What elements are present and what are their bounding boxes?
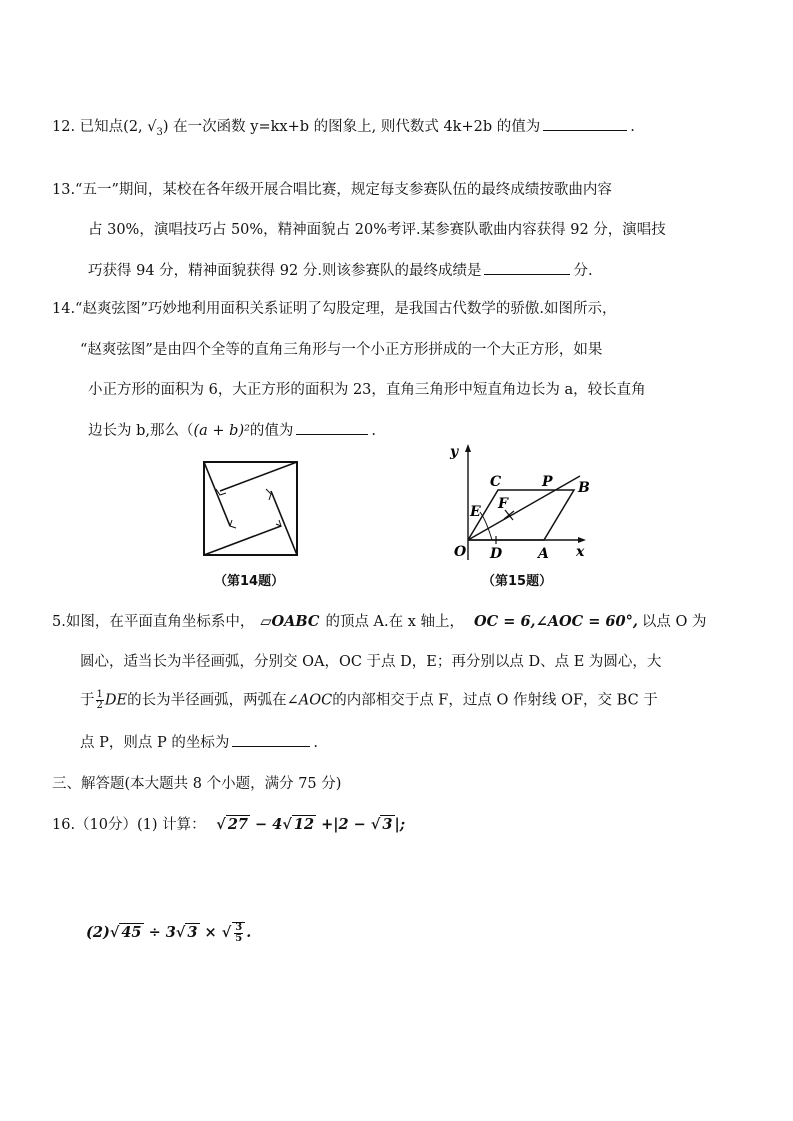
figure-15-caption: （第15题） xyxy=(482,574,553,589)
q15-line3-b: 的长为半径画弧，两弧在 xyxy=(127,692,287,709)
q15-parallelogram: ▱OABC xyxy=(260,613,320,630)
q15-line3-a: 于 xyxy=(80,692,95,709)
q13-line3-a: 巧获得 94 分，精神面貌获得 92 分.则该参赛队的最终成绩是 xyxy=(88,263,482,279)
fraction-one-half: $\frac{1}{2}$ xyxy=(96,689,103,711)
label-x-axis: x xyxy=(576,544,585,560)
q15-line4-b: . xyxy=(313,735,318,751)
q16-expression-2: (2)√ 45 ÷ 3√ 3 × √ $\frac{3}{5}$ . xyxy=(86,922,252,944)
q16-part1 xyxy=(52,815,405,835)
q15-line3-c: 的内部相交于点 F，过点 O 作射线 OF，交 BC 于 xyxy=(332,692,658,709)
q15-angle: ∠AOC xyxy=(286,692,333,709)
q15-condition: OC = 6,∠AOC = 60°, xyxy=(474,613,638,630)
figure-14-caption: （第14题） xyxy=(214,574,285,589)
q13-line2: 占 30%，演唱技巧占 50%，精神面貌占 20%考评.某参赛队歌曲内容获得 92 分，演唱技 xyxy=(88,222,666,238)
q15-DE: DE xyxy=(104,692,128,709)
q15-answer-blank[interactable] xyxy=(232,732,310,747)
q15-line1-c: 以点 O 为 xyxy=(641,614,707,630)
label-P: P xyxy=(542,474,553,490)
q12-root: √ xyxy=(147,119,157,135)
q15-line3 xyxy=(80,690,658,711)
q14-answer-blank[interactable] xyxy=(296,420,368,435)
q16-part2 xyxy=(86,922,251,944)
label-C: C xyxy=(490,474,502,490)
q15-line2: 圆心，适当长为半径画弧，分别交 OA，OC 于点 D，E；再分别以点 D、点 E 为圆心，大 xyxy=(80,654,662,670)
q13-line3 xyxy=(88,260,593,281)
q13-answer-blank[interactable] xyxy=(484,260,570,275)
q15-line1-a: 5.如图，在平面直角坐标系中， xyxy=(52,614,255,630)
question-12 xyxy=(52,116,635,143)
q16-label: 16.（10分）(1) 计算： xyxy=(52,817,206,833)
q16-expression-1: √ 27 − 4√ 12 +|2 − √ 3 |; xyxy=(216,816,406,833)
label-O: O xyxy=(454,544,467,560)
q13-line3-b: 分. xyxy=(573,263,593,279)
q14-line3: 小正方形的面积为 6，大正方形的面积为 23，直角三角形中短直角边长为 a，较长直角 xyxy=(88,382,646,398)
q12-prefix: 12. 已知点(2, xyxy=(52,119,148,135)
label-F: F xyxy=(498,496,508,512)
label-B: B xyxy=(578,480,590,496)
q12-answer-blank[interactable] xyxy=(543,116,627,131)
q12-end: . xyxy=(630,119,635,135)
q14-line1: 14.“赵爽弦图”巧妙地利用面积关系证明了勾股定理，是我国古代数学的骄傲.如图所示， xyxy=(52,301,617,317)
q15-line4 xyxy=(80,732,318,753)
q15-line4-a: 点 P，则点 P 的坐标为 xyxy=(80,735,230,751)
label-y-axis: y xyxy=(450,444,459,460)
q14-line4 xyxy=(88,420,376,441)
q12-suffix: ) 在一次函数 y=kx+b 的图象上, 则代数式 4k+2b 的值为 xyxy=(162,119,541,135)
q14-line4-b: 的值为 xyxy=(249,423,294,439)
label-E: E xyxy=(470,504,481,520)
q14-line2: “赵爽弦图”是由四个全等的直角三角形与一个小正方形拼成的一个大正方形，如果 xyxy=(80,342,603,358)
label-A: A xyxy=(538,546,549,562)
figure-15-diagram xyxy=(440,442,590,568)
label-D: D xyxy=(490,546,503,562)
q15-line1 xyxy=(52,612,707,632)
q15-line1-b: 的顶点 A.在 x 轴上， xyxy=(325,614,465,630)
figure-14-diagram xyxy=(196,456,308,560)
q14-line4-a: 边长为 b,那么（ xyxy=(88,423,194,439)
q14-line4-c: . xyxy=(371,423,377,439)
q13-line1: 13.“五一”期间，某校在各年级开展合唱比赛，规定每支参赛队伍的最终成绩按歌曲内容 xyxy=(52,182,612,198)
section-3-title: 三、解答题(本大题共 8 个小题，满分 75 分) xyxy=(52,776,342,792)
q14-math: (a + b)² xyxy=(193,423,250,439)
q12-sub: 3 xyxy=(156,126,163,138)
